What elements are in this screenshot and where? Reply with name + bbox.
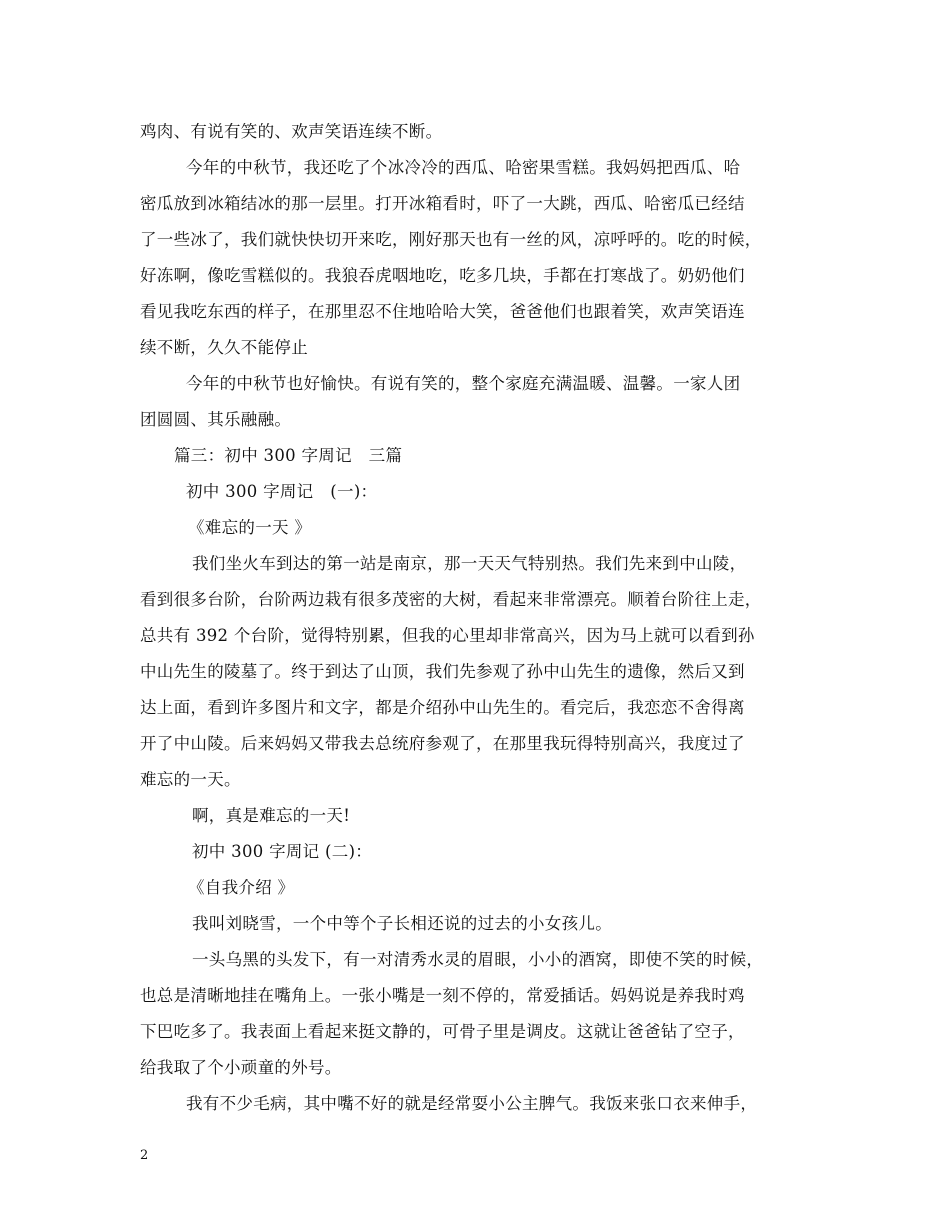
text-line: 好冻啊，像吃雪糕似的。我狼吞虎咽地吃，吃多几块，手都在打寒战了。奶奶他们 (140, 266, 745, 285)
text-line: 开了中山陵。后来妈妈又带我去总统府参观了，在那里我玩得特别高兴，我度过了 (140, 734, 745, 753)
text-line: 我们坐火车到达的第一站是南京，那一天天气特别热。我们先来到中山陵， (192, 554, 747, 573)
text-line: 了一些冰了，我们就快快切开来吃，刚好那天也有一丝的风，凉呼呼的。吃的时候， (140, 230, 762, 249)
text-line: 团圆圆、其乐融融。 (140, 410, 292, 429)
text-line: 续不断，久久不能停止 (140, 338, 308, 357)
text-line: 一头乌黑的头发下，有一对清秀水灵的眉眼，小小的酒窝，即使不笑的时候， (192, 950, 764, 969)
essay-title: 《难忘的一天 》 (188, 518, 312, 537)
text-line: 看到很多台阶，台阶两边栽有很多茂密的大树，看起来非常漂亮。顺着台阶往上走， (140, 590, 762, 609)
text-line: 我叫刘晓雪，一个中等个子长相还说的过去的小女孩儿。 (192, 914, 612, 933)
essay-title: 《自我介绍 》 (188, 878, 295, 897)
sub-heading: 初中 300 字周记 (一)： (186, 482, 378, 501)
text-line: 今年的中秋节也好愉快。有说有笑的，整个家庭充满温暖、温馨。一家人团 (186, 374, 741, 393)
sub-heading: 初中 300 字周记 (二)： (192, 842, 373, 861)
text-line: 鸡肉、有说有笑的、欢声笑语连续不断。 (140, 122, 443, 141)
text-line: 今年的中秋节，我还吃了个冰冷冷的西瓜、哈密果雪糕。我妈妈把西瓜、哈 (186, 158, 741, 177)
text-line: 看见我吃东西的样子，在那里忍不住地哈哈大笑，爸爸他们也跟着笑，欢声笑语连 (140, 302, 745, 321)
section-heading: 篇三：初中 300 字周记 三篇 (174, 446, 403, 465)
text-line: 难忘的一天。 (140, 770, 241, 789)
text-line: 啊，真是难忘的一天! (192, 806, 351, 825)
text-line: 达上面，看到许多图片和文字，都是介绍孙中山先生的。看完后，我恋恋不舍得离 (140, 698, 745, 717)
text-line: 总共有 392 个台阶，觉得特别累，但我的心里却非常高兴，因为马上就可以看到孙 (140, 626, 755, 645)
text-line: 下巴吃多了。我表面上看起来挺文静的，可骨子里是调皮。这就让爸爸钻了空子， (140, 1022, 745, 1041)
text-line: 密瓜放到冰箱结冰的那一层里。打开冰箱看时，吓了一大跳，西瓜、哈密瓜已经结 (140, 194, 745, 213)
text-line: 中山先生的陵墓了。终于到达了山顶，我们先参观了孙中山先生的遗像，然后又到 (140, 662, 745, 681)
text-line: 也总是清晰地挂在嘴角上。一张小嘴是一刻不停的，常爱插话。妈妈说是养我时鸡 (140, 986, 745, 1005)
text-line: 给我取了个小顽童的外号。 (140, 1058, 342, 1077)
text-line: 我有不少毛病，其中嘴不好的就是经常耍小公主脾气。我饭来张口衣来伸手， (186, 1094, 758, 1113)
page-number: 2 (140, 1148, 149, 1163)
